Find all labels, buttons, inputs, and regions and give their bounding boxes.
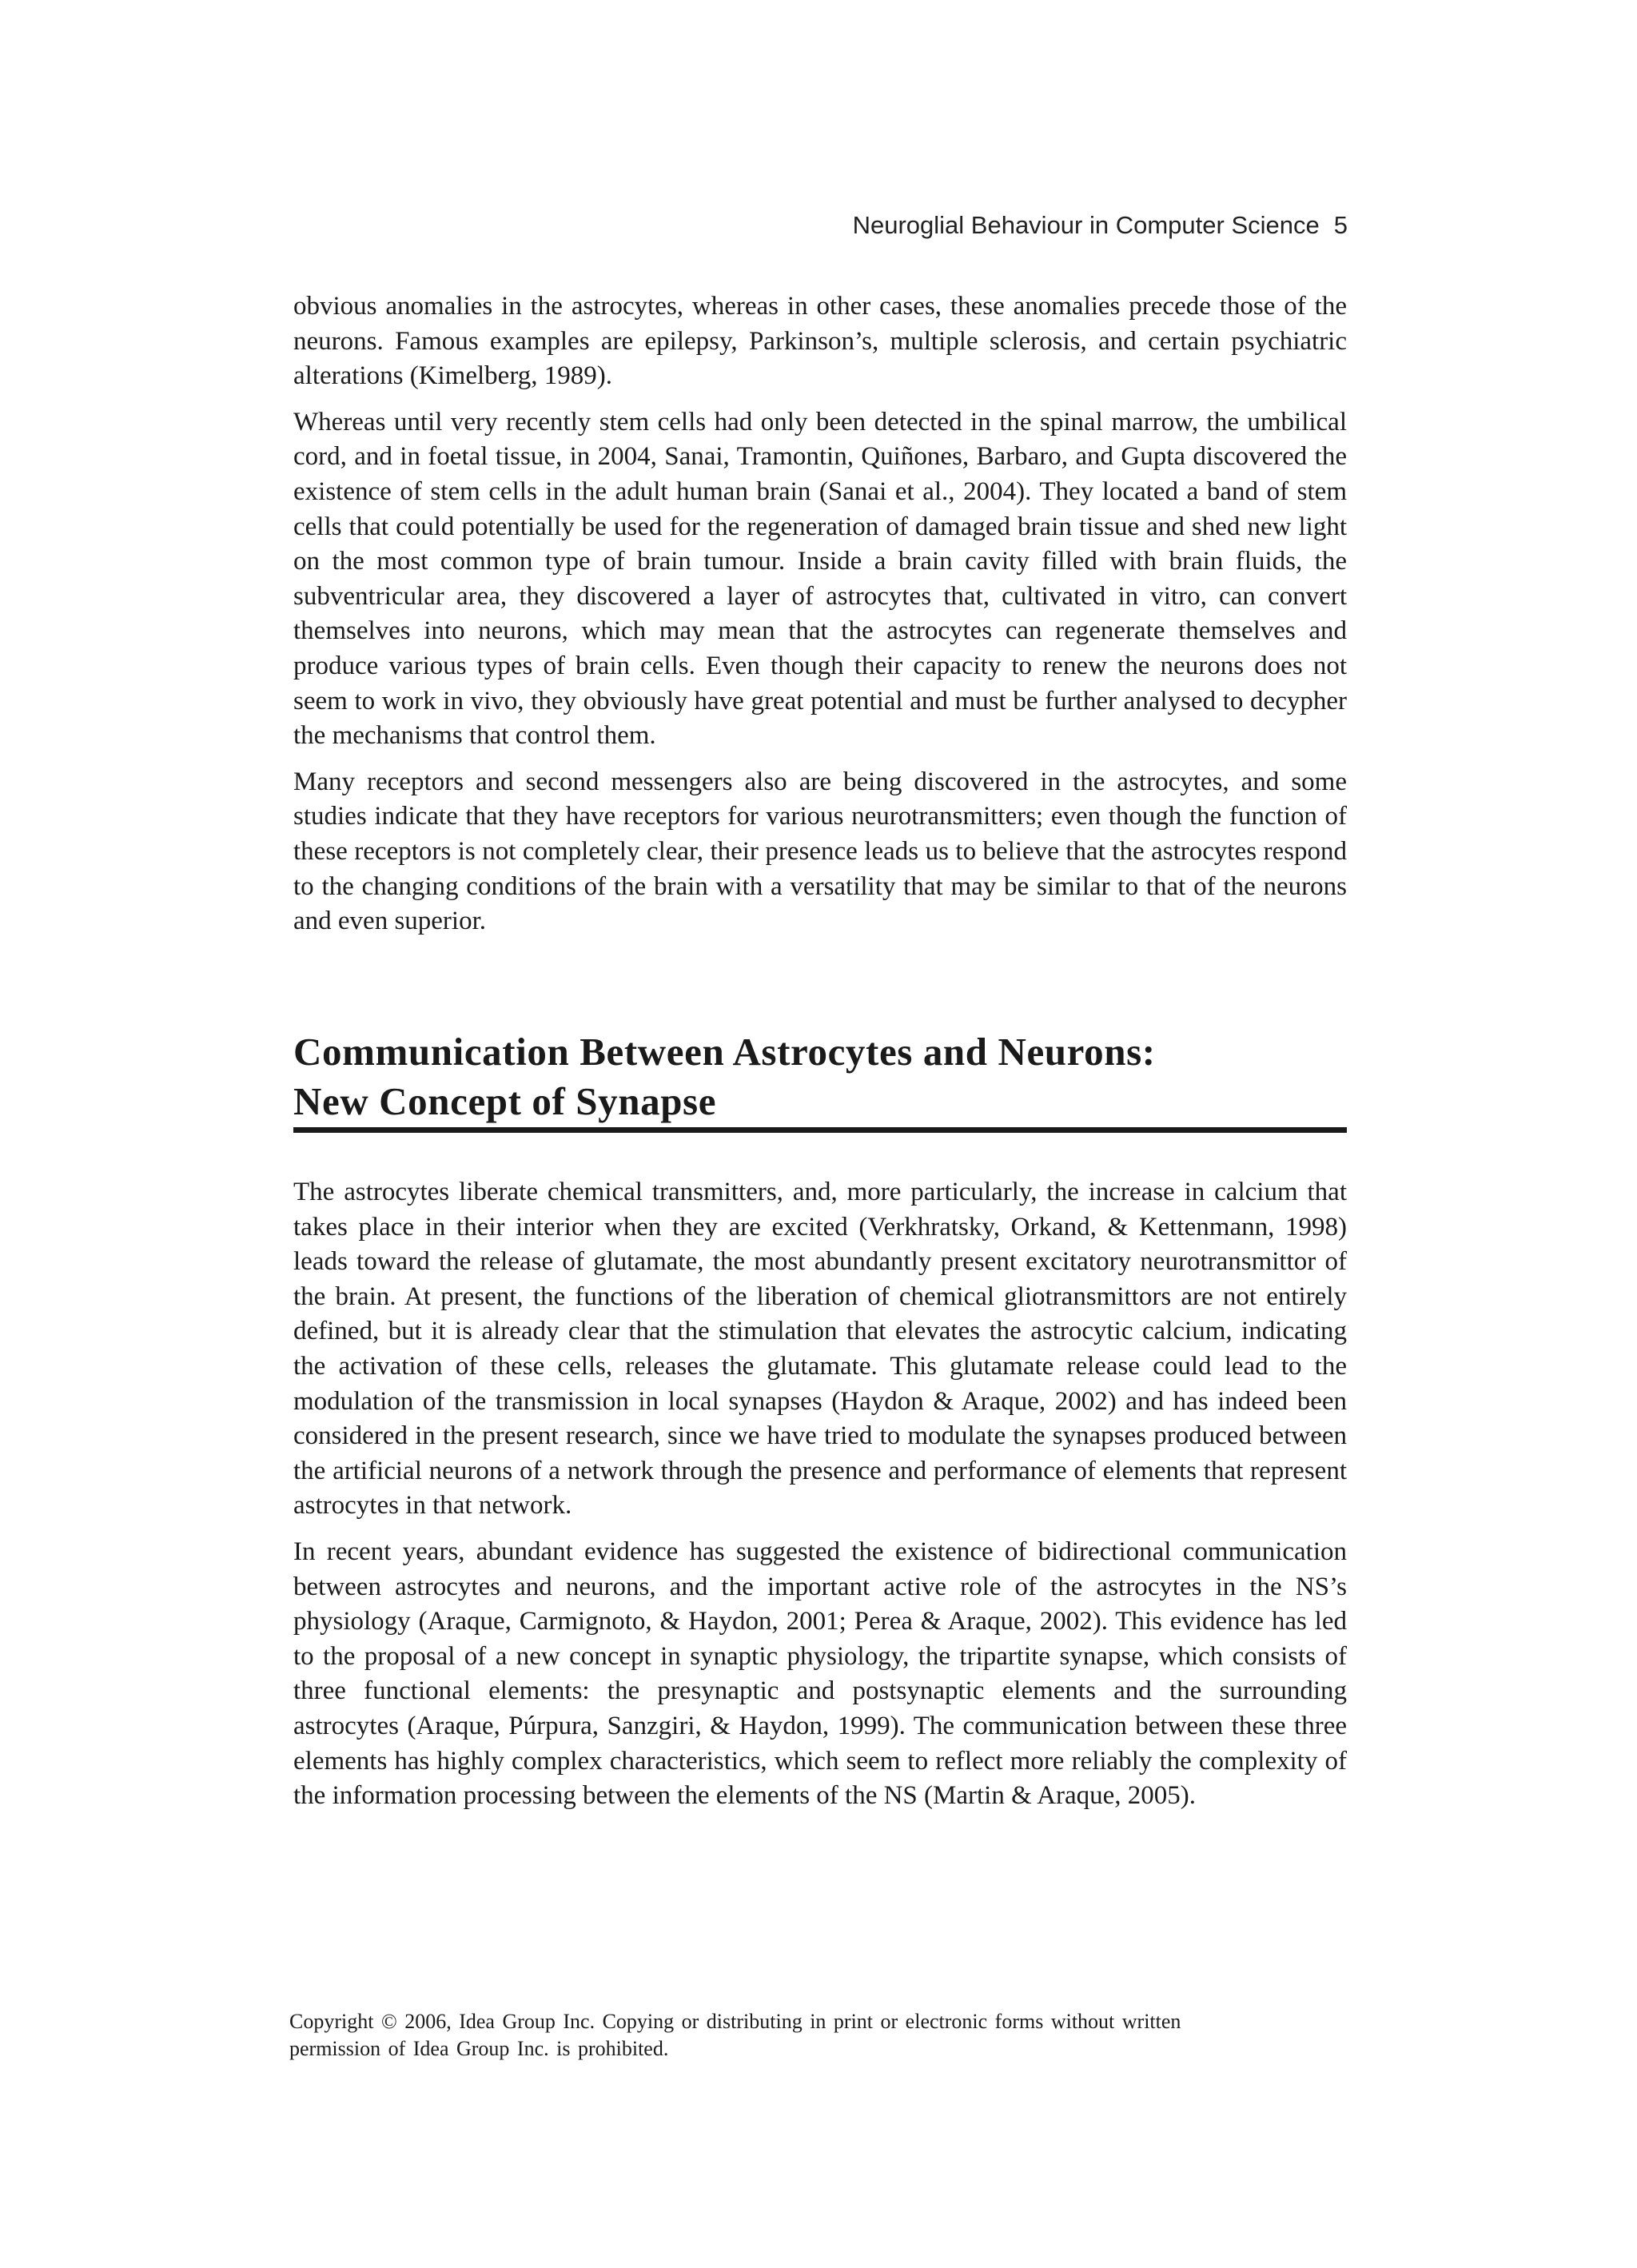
page-number: 5	[1333, 211, 1348, 239]
running-header	[799, 209, 1348, 241]
heading-underline-rule	[293, 1127, 1347, 1133]
paragraph: The astrocytes liberate chemical transmitters, and, more particularly, the increase in calcium that takes place in their interior when they are excited (Verkhratsky, Orkand, & Kettenmann, 1998) leads toward the release of glutamate, the most abundantly present excitatory neurotransmittor of the brain. At present, the functions of the liberation of chemical gliotransmittors are not entirely defined, but it is already clear that the stimulation that elevates the astrocytic calcium, indicating the activation of these cells, releases the glutamate. This glutamate release could lead to the modulation of the transmission in local synapses (Haydon & Araque, 2002) and has indeed been considered in the present research, since we have tried to modulate the synapses produced between the artificial neurons of a network through the presence and performance of elements that represent astrocytes in that network.	[293, 1178, 1347, 1521]
section-synapse	[293, 1175, 1347, 1825]
paragraph: Many receptors and second messengers also are being discovered in the astrocytes, and some studies indicate that they have receptors for various neurotransmitters; even though the function of these receptors is not completely clear, their presence leads us to believe that the astrocytes respond to the changing conditions of the brain with a versatility that may be similar to that of the neurons and even superior.	[293, 767, 1347, 936]
section-heading	[293, 1027, 1347, 1126]
running-title: Neuroglial Behaviour in Computer Science	[852, 211, 1320, 239]
copyright-notice	[289, 2008, 1336, 2063]
section-heading-line1: Communication Between Astrocytes and Neurons:	[293, 1030, 1156, 1074]
paragraph: In recent years, abundant evidence has suggested the existence of bidirectional communication between astrocytes and neurons, and the important active role of the astrocytes in the NS’s physiology (Araque, Carmignoto, & Haydon, 2001; Perea & Araque, 2002). This evidence has led to the proposal of a new concept in synaptic physiology, the tripartite synapse, which consists of three functional elements: the presynaptic and postsynaptic elements and the surrounding astrocytes (Araque, Púrpura, Sanzgiri, & Haydon, 1999). The communication between these three elements has highly complex characteristics, which seem to reflect more reliably the complexity of the information processing between the elements of the NS (Martin & Araque, 2005).	[293, 1537, 1347, 1811]
paragraph: Whereas until very recently stem cells had only been detected in the spinal marrow, the umbilical cord, and in foetal tissue, in 2004, Sanai, Tramontin, Quiñones, Barbaro, and Gupta discovered the existence of stem cells in the adult human brain (Sanai et al., 2004). They located a band of stem cells that could potentially be used for the regeneration of damaged brain tissue and shed new light on the most common type of brain tumour. Inside a brain cavity filled with brain fluids, the subventricular area, they discovered a layer of astrocytes that, cultivated in vitro, can convert themselves into neurons, which may mean that the astrocytes can regenerate themselves and produce various types of brain cells. Even though their capacity to renew the neurons does not seem to work in vivo, they obviously have great potential and must be further analysed to decypher the mechanisms that control them.	[293, 407, 1347, 751]
copyright-line2: permission of Idea Group Inc. is prohibited.	[289, 2037, 669, 2060]
copyright-line1: Copyright © 2006, Idea Group Inc. Copying or distributing in print or electronic forms without written	[289, 2010, 1181, 2033]
paragraph: obvious anomalies in the astrocytes, whereas in other cases, these anomalies precede those of the neurons. Famous examples are epilepsy, Parkinson’s, multiple sclerosis, and certain psychiatric alterations (Kimelberg, 1989).	[293, 292, 1347, 391]
section-heading-line2: New Concept of Synapse	[293, 1079, 717, 1123]
section-intro	[293, 289, 1347, 951]
